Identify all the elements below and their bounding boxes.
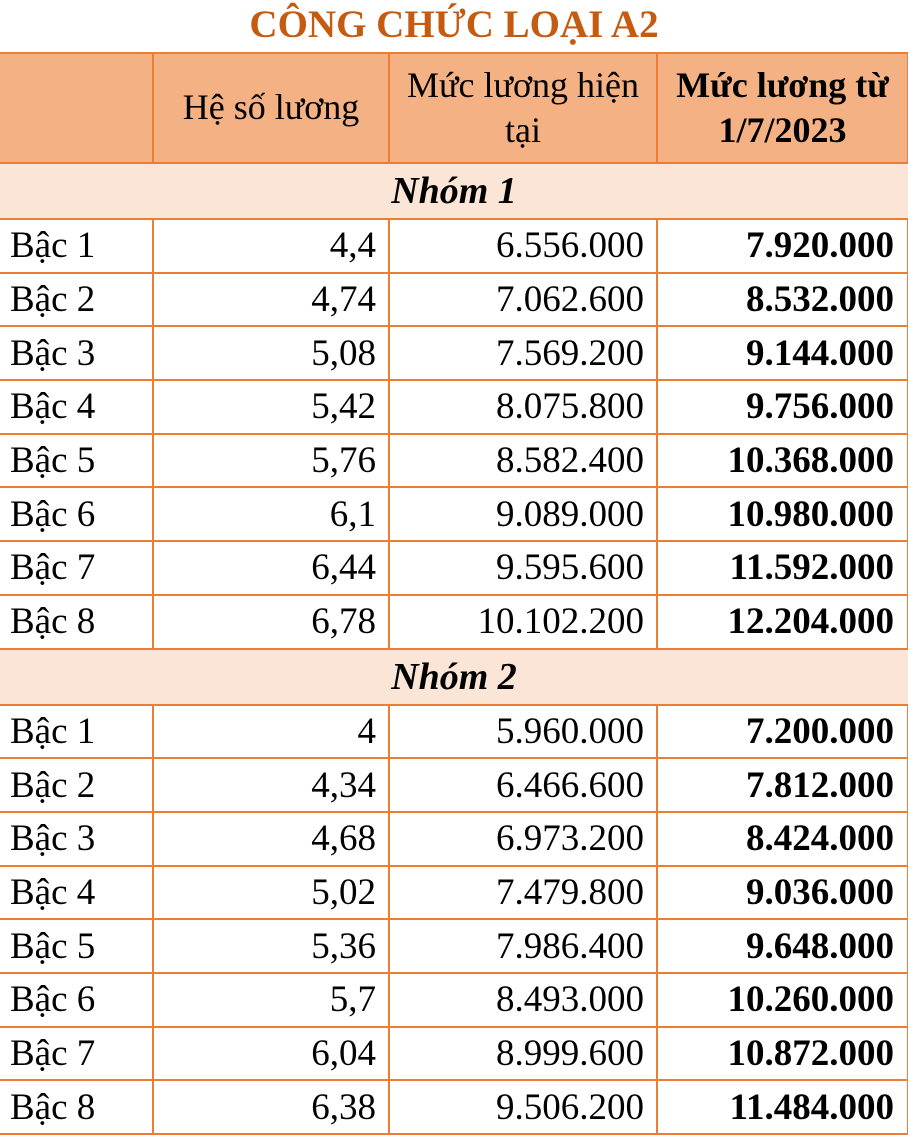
coefficient-cell: 6,1 bbox=[153, 487, 389, 541]
table-row bbox=[0, 273, 908, 327]
current-salary-cell: 5.960.000 bbox=[389, 705, 657, 759]
header-cell-empty bbox=[0, 53, 153, 163]
coefficient-cell: 6,38 bbox=[153, 1080, 389, 1134]
current-salary-cell: 7.479.800 bbox=[389, 866, 657, 920]
salary-table bbox=[0, 52, 908, 1135]
coefficient-cell: 5,42 bbox=[153, 380, 389, 434]
coefficient-cell: 4,68 bbox=[153, 812, 389, 866]
table-row bbox=[0, 434, 908, 488]
coefficient-cell: 5,02 bbox=[153, 866, 389, 920]
new-salary-cell: 7.200.000 bbox=[657, 705, 908, 759]
table-row bbox=[0, 919, 908, 973]
row-label: Bậc 6 bbox=[0, 487, 153, 541]
coefficient-cell: 6,04 bbox=[153, 1027, 389, 1081]
coefficient-cell: 4,4 bbox=[153, 219, 389, 273]
current-salary-cell: 6.556.000 bbox=[389, 219, 657, 273]
header-cell-new-salary bbox=[657, 53, 908, 163]
row-label: Bậc 3 bbox=[0, 812, 153, 866]
table-row bbox=[0, 1080, 908, 1134]
current-salary-cell: 9.089.000 bbox=[389, 487, 657, 541]
row-label: Bậc 5 bbox=[0, 919, 153, 973]
current-salary-cell: 7.569.200 bbox=[389, 326, 657, 380]
table-header bbox=[0, 53, 908, 163]
table-row bbox=[0, 973, 908, 1027]
new-salary-cell: 11.484.000 bbox=[657, 1080, 908, 1134]
coefficient-cell: 6,44 bbox=[153, 541, 389, 595]
row-label: Bậc 2 bbox=[0, 758, 153, 812]
table-row bbox=[0, 326, 908, 380]
current-salary-cell: 10.102.200 bbox=[389, 595, 657, 649]
current-salary-cell: 7.986.400 bbox=[389, 919, 657, 973]
current-salary-cell: 8.493.000 bbox=[389, 973, 657, 1027]
new-salary-cell: 7.920.000 bbox=[657, 219, 908, 273]
new-salary-cell: 9.036.000 bbox=[657, 866, 908, 920]
group-section-2 bbox=[0, 649, 908, 1135]
table-row bbox=[0, 595, 908, 649]
new-salary-cell: 9.144.000 bbox=[657, 326, 908, 380]
row-label: Bậc 8 bbox=[0, 1080, 153, 1134]
group-header-row bbox=[0, 163, 908, 219]
current-salary-cell: 9.506.200 bbox=[389, 1080, 657, 1134]
current-salary-cell: 6.466.600 bbox=[389, 758, 657, 812]
row-label: Bậc 5 bbox=[0, 434, 153, 488]
new-salary-cell: 10.368.000 bbox=[657, 434, 908, 488]
table-row bbox=[0, 1027, 908, 1081]
current-salary-cell: 7.062.600 bbox=[389, 273, 657, 327]
coefficient-cell: 6,78 bbox=[153, 595, 389, 649]
table-row bbox=[0, 705, 908, 759]
coefficient-cell: 4,74 bbox=[153, 273, 389, 327]
row-label: Bậc 4 bbox=[0, 380, 153, 434]
header-cell-current-salary bbox=[389, 53, 657, 163]
table-row bbox=[0, 487, 908, 541]
table-row bbox=[0, 541, 908, 595]
current-salary-cell: 8.075.800 bbox=[389, 380, 657, 434]
row-label: Bậc 3 bbox=[0, 326, 153, 380]
current-salary-cell: 8.999.600 bbox=[389, 1027, 657, 1081]
header-label-current-salary: Mức lương hiện tại bbox=[406, 64, 640, 150]
group-name: Nhóm 2 bbox=[0, 649, 908, 705]
row-label: Bậc 4 bbox=[0, 866, 153, 920]
new-salary-cell: 8.532.000 bbox=[657, 273, 908, 327]
group-section-1 bbox=[0, 163, 908, 649]
current-salary-cell: 9.595.600 bbox=[389, 541, 657, 595]
new-salary-cell: 11.592.000 bbox=[657, 541, 908, 595]
coefficient-cell: 4 bbox=[153, 705, 389, 759]
new-salary-cell: 10.980.000 bbox=[657, 487, 908, 541]
new-salary-cell: 9.756.000 bbox=[657, 380, 908, 434]
row-label: Bậc 6 bbox=[0, 973, 153, 1027]
row-label: Bậc 8 bbox=[0, 595, 153, 649]
new-salary-cell: 10.260.000 bbox=[657, 973, 908, 1027]
header-label-coefficient: Hệ số lương bbox=[182, 87, 360, 128]
coefficient-cell: 5,36 bbox=[153, 919, 389, 973]
table-row bbox=[0, 758, 908, 812]
new-salary-cell: 10.872.000 bbox=[657, 1027, 908, 1081]
group-header-row bbox=[0, 649, 908, 705]
new-salary-cell: 9.648.000 bbox=[657, 919, 908, 973]
group-name: Nhóm 1 bbox=[0, 163, 908, 219]
table-row bbox=[0, 219, 908, 273]
row-label: Bậc 1 bbox=[0, 219, 153, 273]
header-cell-coefficient bbox=[153, 53, 389, 163]
coefficient-cell: 5,08 bbox=[153, 326, 389, 380]
coefficient-cell: 5,7 bbox=[153, 973, 389, 1027]
row-label: Bậc 7 bbox=[0, 1027, 153, 1081]
page-title: CÔNG CHỨC LOẠI A2 bbox=[249, 3, 659, 46]
header-label-new-salary: Mức lương từ 1/7/2023 bbox=[676, 64, 889, 150]
row-label: Bậc 2 bbox=[0, 273, 153, 327]
row-label: Bậc 7 bbox=[0, 541, 153, 595]
new-salary-cell: 7.812.000 bbox=[657, 758, 908, 812]
new-salary-cell: 12.204.000 bbox=[657, 595, 908, 649]
current-salary-cell: 6.973.200 bbox=[389, 812, 657, 866]
new-salary-cell: 8.424.000 bbox=[657, 812, 908, 866]
row-label: Bậc 1 bbox=[0, 705, 153, 759]
table-row bbox=[0, 866, 908, 920]
table-row bbox=[0, 812, 908, 866]
coefficient-cell: 5,76 bbox=[153, 434, 389, 488]
table-row bbox=[0, 380, 908, 434]
coefficient-cell: 4,34 bbox=[153, 758, 389, 812]
current-salary-cell: 8.582.400 bbox=[389, 434, 657, 488]
